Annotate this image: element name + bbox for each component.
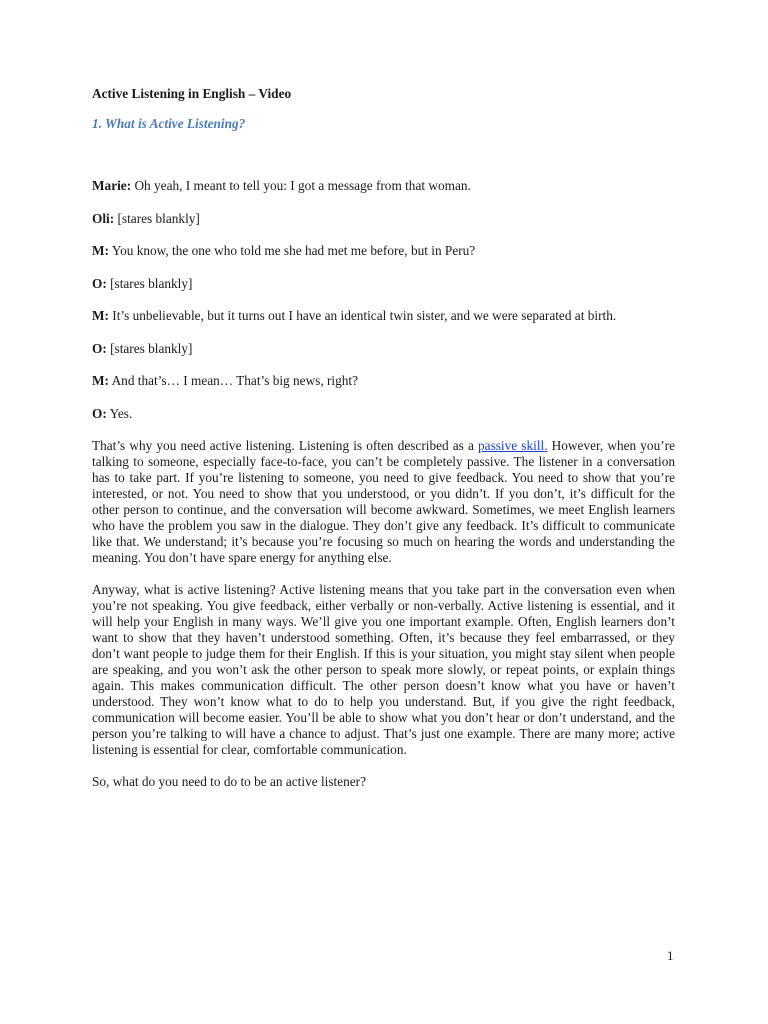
speaker-label: Oli: — [92, 210, 115, 226]
dialogue-line — [92, 243, 675, 259]
dialogue-line — [92, 341, 675, 357]
page-number: 1 — [667, 948, 674, 963]
document-title: Active Listening in English – Video — [92, 86, 292, 101]
speaker-label: M: — [92, 243, 109, 258]
dialogue-line — [92, 211, 675, 227]
dialogue-line — [92, 276, 675, 292]
dialogue-line — [92, 406, 675, 422]
speaker-label: Marie: — [92, 178, 132, 193]
dialogue-line — [92, 373, 675, 389]
paragraph-text: That’s why you need active listening. Listening is often described as a — [92, 438, 479, 453]
dialogue-text: [stares blankly] — [114, 210, 200, 226]
speaker-label: M: — [92, 373, 109, 388]
dialogue-text: [stares blankly] — [106, 275, 193, 291]
dialogue — [92, 178, 675, 422]
dialogue-line — [92, 178, 675, 194]
document-body — [92, 86, 675, 806]
speaker-label: O: — [92, 340, 107, 356]
passive-skill-link[interactable]: passive skill. — [478, 438, 548, 453]
paragraph-what-is-active-listening: Anyway, what is active listening? Active listening means that you take part in the conversation even when you’re not speaking. You give feedback, either verbally or non-verbally. Active listening is essential, and it will help your English in many ways. We’ll give you one important example. Often, English learners don’t want to show that they haven’t understood something. Often, it’s because they feel embarrassed, or they don’t want people to judge them for their English. If this is your situation, you might stay silent when people are speaking, and you won’t ask the other person to speak more slowly, or repeat points, or explain things again. This makes communication difficult. The other person doesn’t know what you have or haven’t understood. They won’t know what to do to help you understand. But, if you give the right feedback, communication will become easier. You’ll be able to show what you don’t hear or don’t understand, and the person you’re talking to will have a chance to adjust. That’s just one example. There are many more; active listening is essential for clear, comfortable communication. — [92, 582, 675, 757]
speaker-label: M: — [92, 308, 109, 323]
dialogue-text: And that’s… I mean… That’s big news, right? — [108, 373, 359, 388]
speaker-label: O: — [92, 275, 107, 291]
dialogue-text: Oh yeah, I meant to tell you: I got a message from that woman. — [131, 178, 471, 193]
dialogue-text: You know, the one who told me she had met me before, but in Peru? — [108, 243, 476, 258]
paragraph-question: So, what do you need to do to be an active listener? — [92, 774, 366, 789]
dialogue-line — [92, 308, 675, 324]
section-heading: 1. What is Active Listening? — [92, 116, 246, 131]
dialogue-text: [stares blankly] — [106, 340, 193, 356]
paragraph-text: However, when you’re talking to someone, especially face-to-face, you can’t be completely passive. The listener in a conversation has to take part. If you’re listening to someone, you need to give feedback. You need to show that you’re interested, or not. You need to show that you understood, or you didn’t. If you don’t, it’s difficult for the other person to continue, and the conversation will become awkward. Sometimes, we meet English learners who have the problem you saw in the dialogue. They don’t give any feedback. It’s difficult to communicate like that. We understand; it’s because you’re focusing so much on hearing the words and understanding the meaning. You don’t have spare energy for anything else. — [92, 438, 675, 565]
speaker-label: O: — [92, 405, 107, 421]
paragraph-why-active-listening — [92, 438, 675, 566]
dialogue-text: Yes. — [106, 405, 133, 421]
dialogue-text: It’s unbelievable, but it turns out I have an identical twin sister, and we were separated at birth. — [108, 308, 617, 323]
